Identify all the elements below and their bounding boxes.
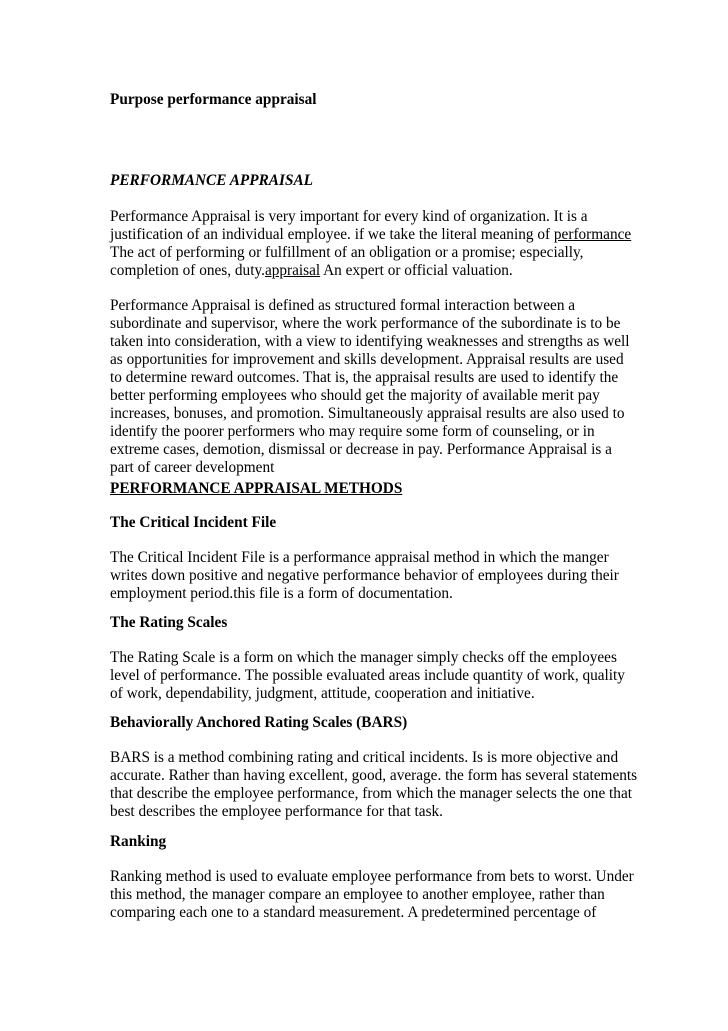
paragraph-line: The Critical Incident File is a performance appraisal method in which the manger: [110, 549, 609, 566]
paragraph-line: The Rating Scale is a form on which the manager simply checks off the employees: [110, 649, 617, 666]
paragraph-line: better performing employees who should get the majority of available merit pay: [110, 387, 600, 404]
text-run: An expert or official valuation.: [320, 262, 513, 279]
subheading-ranking: Ranking: [110, 833, 167, 850]
paragraph-line: to determine reward outcomes. That is, the appraisal results are used to identify the: [110, 369, 619, 386]
paragraph-line: that describe the employee performance, from which the manager selects the one that: [110, 785, 632, 802]
paragraph-line: [110, 261, 513, 280]
document-title: Purpose performance appraisal: [110, 91, 317, 108]
paragraph-line: accurate. Rather than having excellent, good, average. the form has several statements: [110, 767, 638, 784]
subheading-bars: Behaviorally Anchored Rating Scales (BARS): [110, 714, 408, 731]
paragraph-line: taken into consideration, with a view to identifying weaknesses and strengths as well: [110, 333, 630, 350]
paragraph-line: extreme cases, demotion, dismissal or decrease in pay. Performance Appraisal is a: [110, 441, 612, 458]
performance-link[interactable]: performance: [553, 226, 632, 243]
paragraph-line: this method, the manager compare an employee to another employee, rather than: [110, 886, 605, 903]
paragraph-line: [110, 225, 631, 244]
paragraph-line: best describes the employee performance for that task.: [110, 803, 443, 820]
paragraph-line: BARS is a method combining rating and critical incidents. Is is more objective and: [110, 749, 619, 766]
paragraph-line: writes down positive and negative performance behavior of employees during their: [110, 567, 619, 584]
text-run: justification of an individual employee. if we take the literal meaning of: [110, 226, 554, 243]
paragraph-line: Performance Appraisal is very important for every kind of organization. It is a: [110, 208, 588, 225]
paragraph-line: of work, dependability, judgment, attitude, cooperation and initiative.: [110, 685, 535, 702]
section-heading-methods: PERFORMANCE APPRAISAL METHODS: [110, 480, 403, 497]
paragraph-line: employment period.this file is a form of documentation.: [110, 585, 453, 602]
appraisal-link[interactable]: appraisal: [264, 262, 321, 279]
paragraph-line: Performance Appraisal is defined as structured formal interaction between a: [110, 297, 576, 314]
subheading-rating-scales: The Rating Scales: [110, 614, 228, 631]
paragraph-line: subordinate and supervisor, where the work performance of the subordinate is to be: [110, 315, 621, 332]
paragraph-line: level of performance. The possible evaluated areas include quantity of work, quality: [110, 667, 625, 684]
text-run: completion of ones, duty.: [110, 262, 265, 279]
paragraph-line: The act of performing or fulfillment of an obligation or a promise; especially,: [110, 244, 584, 261]
subheading-critical-incident: The Critical Incident File: [110, 514, 277, 531]
section-heading-performance-appraisal: PERFORMANCE APPRAISAL: [110, 172, 314, 189]
paragraph-line: comparing each one to a standard measurement. A predetermined percentage of: [110, 904, 597, 921]
paragraph-line: as opportunities for improvement and skills development. Appraisal results are used: [110, 351, 624, 368]
paragraph-line: Ranking method is used to evaluate employee performance from bets to worst. Under: [110, 868, 634, 885]
paragraph-line: increases, bonuses, and promotion. Simultaneously appraisal results are also used to: [110, 405, 625, 422]
paragraph-line: part of career development: [110, 459, 275, 476]
paragraph-line: identify the poorer performers who may require some form of counseling, or in: [110, 423, 595, 440]
